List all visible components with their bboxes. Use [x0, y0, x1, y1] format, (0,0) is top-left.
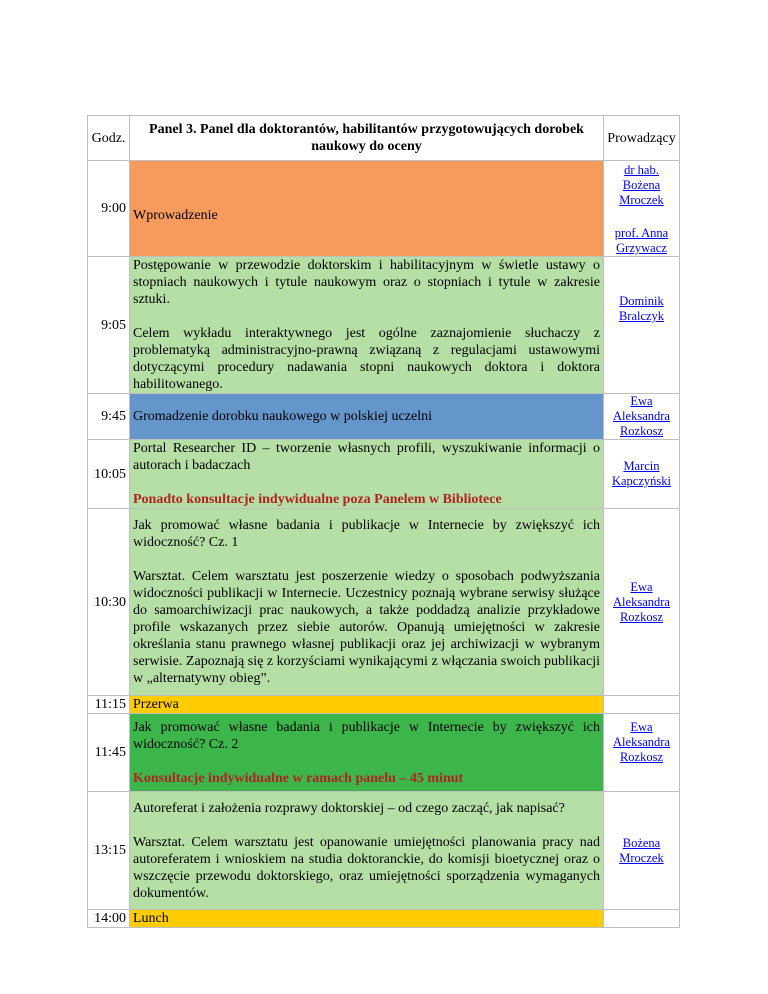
row-title: Gromadzenie dorobku naukowego w polskiej uczelni	[130, 394, 604, 440]
schedule-row-1115	[88, 696, 680, 714]
row-content	[130, 440, 604, 509]
row-time: 9:05	[88, 257, 130, 394]
schedule-row-1315	[88, 792, 680, 910]
presenter-link[interactable]: prof. Anna Grzywacz	[614, 226, 669, 255]
row-title: Wprowadzenie	[130, 161, 604, 257]
presenter-link[interactable]: Marcin Kapczyński	[611, 459, 671, 488]
row-title: Jak promować własne badania i publikacje w Internecie by zwiększyć ich widoczność? Cz. 1	[133, 518, 600, 550]
schedule-row-1030	[88, 509, 680, 696]
row-presenter	[604, 161, 680, 257]
row-title: Autoreferat i założenia rozprawy doktorskiej – od czego zacząć, jak napisać?	[133, 800, 565, 816]
row-presenter	[604, 696, 680, 714]
header-time: Godz.	[88, 116, 130, 161]
row-time: 10:05	[88, 440, 130, 509]
row-presenter	[604, 509, 680, 696]
schedule-row-1145	[88, 714, 680, 792]
schedule-row-1005	[88, 440, 680, 509]
row-presenter	[604, 440, 680, 509]
row-time: 9:45	[88, 394, 130, 440]
schedule-row-0900	[88, 161, 680, 257]
row-content	[130, 257, 604, 394]
header-title: Panel 3. Panel dla doktorantów, habilitantów przygotowujących dorobek naukowy do oceny	[130, 116, 604, 161]
row-time: 14:00	[88, 910, 130, 928]
schedule-row-1400	[88, 910, 680, 928]
row-time: 13:15	[88, 792, 130, 910]
row-content	[130, 509, 604, 696]
row-presenter	[604, 257, 680, 394]
schedule-row-0945	[88, 394, 680, 440]
row-time: 11:15	[88, 696, 130, 714]
schedule-row-0905	[88, 257, 680, 394]
program-table	[87, 115, 680, 928]
row-title: Portal Researcher ID – tworzenie własnych profili, wyszukiwanie informacji o autorach i badaczach	[133, 441, 600, 473]
presenter-link[interactable]: Ewa Aleksandra Rozkosz	[613, 579, 670, 624]
presenter-link[interactable]: dr hab. Bożena Mroczek	[619, 163, 664, 207]
header-row	[88, 116, 680, 161]
row-time: 10:30	[88, 509, 130, 696]
row-presenter	[604, 714, 680, 792]
row-note: Ponadto konsultacje indywidualne poza Panelem w Bibliotece	[133, 492, 502, 507]
presenter-link[interactable]: Ewa Aleksandra Rozkosz	[613, 394, 670, 438]
row-title: Postępowanie w przewodzie doktorskim i habilitacyjnym w świetle ustawy o stopniach naukowych i tytule naukowym oraz o stopniach i tytule w zakresie sztuki.	[133, 258, 600, 307]
row-time: 9:00	[88, 161, 130, 257]
row-title: Jak promować własne badania i publikacje w Internecie by zwiększyć ich widoczność? Cz. 2	[133, 719, 600, 752]
row-time: 11:45	[88, 714, 130, 792]
presenter-link[interactable]: Dominik Bralczyk	[618, 294, 665, 323]
presenter-link[interactable]: Ewa Aleksandra Rozkosz	[613, 720, 670, 764]
row-title: Lunch	[130, 910, 604, 928]
row-presenter	[604, 394, 680, 440]
row-note: Konsultacje indywidualne w ramach panelu – 45 minut	[133, 770, 464, 786]
row-presenter	[604, 792, 680, 910]
row-description: Celem wykładu interaktywnego jest ogólne zaznajomienie słuchaczy z problematyką administracyjno-prawną związaną z regulacjami ustawowymi dotyczącymi procedury nadawania stopni naukowych doktora i doktora habilitowanego.	[133, 326, 600, 392]
row-content	[130, 792, 604, 910]
row-content	[130, 714, 604, 792]
row-presenter	[604, 910, 680, 928]
presenter-link[interactable]: Bożena Mroczek	[619, 835, 664, 865]
row-title: Przerwa	[130, 696, 604, 714]
header-presenter: Prowadzący	[604, 116, 680, 161]
row-description: Warsztat. Celem warsztatu jest poszerzenie wiedzy o sposobach podwyższania widoczności publikacji w Internecie. Uczestnicy poznają wybrane serwisy służące do samoarchiwizacji prac naukowych, a także poddadzą analizie przykładowe profile wskazanych przez siebie autorów. Opanują umiejętności w zakresie określania stanu prawnego własnej publikacji oraz jej archiwizacji w wybranym serwisie. Zapoznają się z korzyściami wynikającymi z włączania swoich publikacji w „alternatywny obieg”.	[133, 569, 600, 686]
row-description: Warsztat. Celem warsztatu jest opanowanie umiejętności planowania pracy nad autoreferatem i wnioskiem na studia doktoranckie, do komisji bioetycznej oraz o wszczęcie przewodu doktorskiego, oraz umiejętności sporządzenia wymaganych dokumentów.	[133, 834, 600, 901]
